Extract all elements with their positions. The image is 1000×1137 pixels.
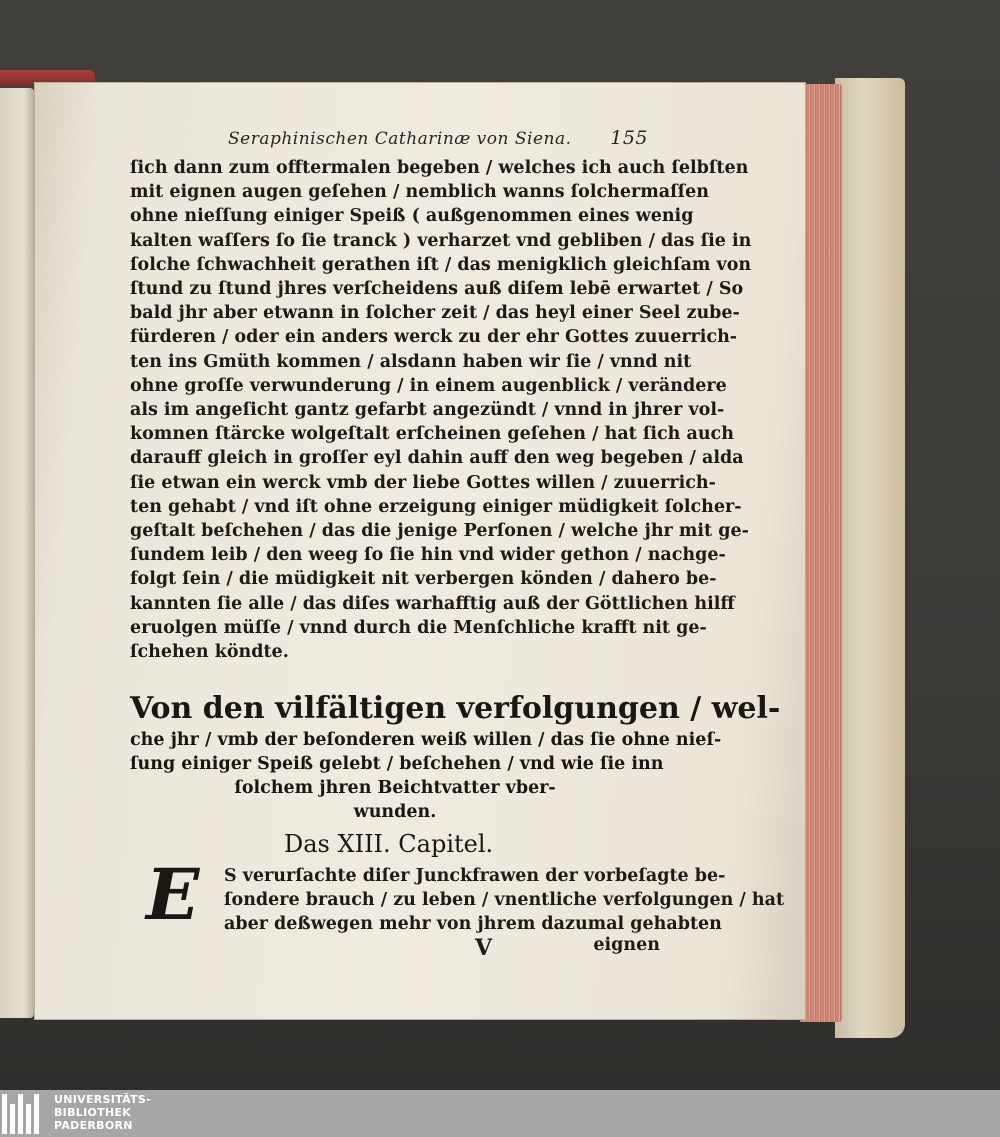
text-line: darauff gleich in groſſer eyl dahin auff den weg begeben / alda [130, 448, 744, 469]
text-line: ſie etwan ein werck vmb der liebe Gottes willen / zuuerrich- [130, 472, 716, 493]
running-head: Seraphinischen Catharinæ von Siena. [228, 129, 572, 149]
heading-line: ſung einiger Speiß gelebt / beſchehen / vnd wie ſie inn [130, 754, 664, 774]
catchword-line [130, 935, 660, 959]
text-line: folgt ſein / die müdigkeit nit verbergen könden / dahero be- [130, 569, 717, 590]
catchword: eignen [593, 935, 660, 955]
text-line: mit eignen augen geſehen / nemblich wanns ſolchermaſſen [130, 182, 709, 203]
library-name-line: PADERBORN [54, 1119, 133, 1132]
page-block-edges [800, 84, 842, 1022]
text-line: ſundem leib / den weeg ſo ſie hin vnd wider gethon / nachge- [130, 545, 726, 566]
text-line: S verurſachte diſer Junckfrawen der vorbeſagte be- [224, 866, 726, 886]
heading-line: ſolchem jhren Beichtvatter vber- [234, 778, 556, 798]
chapter-text [224, 864, 785, 937]
text-line: ten gehabt / vnd iſt ohne erzeigung einiger müdigkeit ſolcher- [130, 496, 742, 517]
text-line: fürderen / oder ein anders werck zu der ehr Gottes zuuerrich- [130, 327, 738, 348]
text-line: komnen ſtärcke wolgeſtalt erſcheinen geſehen / hat ſich auch [130, 424, 734, 445]
text-line: aber deßwegen mehr von jhrem dazumal gehabten [224, 914, 722, 935]
facing-page-edge [0, 88, 34, 1018]
heading-line: wunden. [353, 802, 437, 822]
library-name-line: UNIVERSITÄTS- [54, 1093, 151, 1106]
body-text [130, 156, 752, 664]
signature-mark: V [475, 935, 493, 961]
chapter-title: Das XIII. Capitel. [284, 830, 494, 858]
heading-title: Von den vilfältigen verfolgungen / wel- [130, 691, 781, 726]
text-line: ſolche ſchwachheit gerathen iſt / das menigklich gleichſam von [130, 254, 752, 275]
text-line: kannten ſie alle / das diſes warhafftig auß der Göttlichen hilff [130, 593, 735, 614]
book-page [34, 82, 806, 1020]
text-line: ſich dann zum offtermalen begeben / welches ich auch ſelbſten [130, 158, 749, 178]
text-line: bald jhr aber etwann in ſolcher zeit / das heyl einer Seel zube- [130, 303, 740, 324]
text-line: ohne groſſe verwunderung / in einem augenblick / verändere [130, 375, 727, 396]
heading-line: che jhr / vmb der beſonderen weiß willen / das ſie ohne nieſ- [130, 730, 722, 750]
section-heading [130, 690, 781, 824]
library-name-line: BIBLIOTHEK [54, 1106, 132, 1119]
page-number: 155 [610, 127, 648, 149]
text-line: ſtund zu ſtund jhres verſcheidens auß diſem lebē erwartet / So [130, 279, 744, 300]
page-header [228, 127, 648, 153]
text-line: als im angeſicht gantz gefarbt angezündt / vnnd in jhrer vol- [130, 400, 725, 421]
text-line: kalten waſſers ſo ſie tranck ) verharzet vnd gebliben / das ſie in [130, 230, 752, 251]
text-line: geſtalt beſchehen / das die jenige Perſonen / welche jhr mit ge- [130, 521, 749, 542]
library-footer-bar [0, 1090, 1000, 1137]
text-line: ſondere brauch / zu leben / vnentliche verfolgungen / hat [224, 890, 785, 911]
drop-initial: E [146, 853, 200, 936]
library-name [54, 1093, 151, 1132]
text-line: ohne nieſſung einiger Speiß ( außgenommen eines wenig [130, 206, 694, 227]
text-line: ſchehen köndte. [130, 642, 289, 663]
text-line: ten ins Gmüth kommen / alsdann haben wir ſie / vnnd nit [130, 351, 692, 372]
text-line: eruolgen müſſe / vnnd durch die Menſchliche krafft nit ge- [130, 617, 707, 638]
library-logo-icon [2, 1094, 46, 1134]
book-cover-back [835, 78, 905, 1038]
